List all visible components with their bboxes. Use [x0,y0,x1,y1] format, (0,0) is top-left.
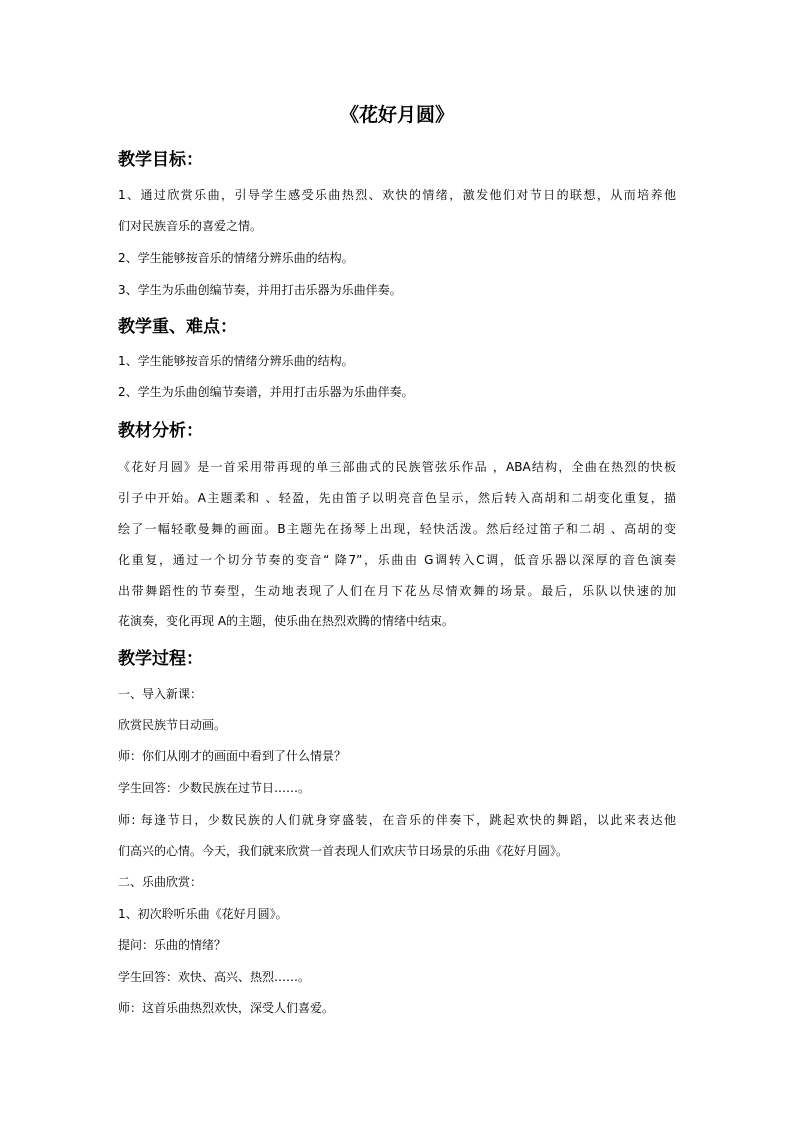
process-line-1: 一、导入新课： [118,687,203,701]
analysis-line-3: 绘了一幅轻歌曼舞的画面。B主题先在扬琴上出现，轻快活泼。然后经过笛子和二胡 、高胡的变 [118,522,676,536]
document-title: 《花好月圆》 [339,104,454,126]
analysis-line-2: 引子中开始。A主题柔和 、轻盈，先由笛子以明亮音色呈示，然后转入高胡和二胡变化重复，描 [118,491,676,505]
heading-teaching-goals: 教学目标： [118,150,203,170]
goals-line-4: 3、学生为乐曲创编节奏，并用打击乐器为乐曲伴奏。 [118,283,402,297]
analysis-line-1: 《花好月圆》是一首采用带再现的单三部曲式的民族管弦乐作品 ，ABA结构，全曲在热烈的快板 [118,460,676,474]
process-line-6: 们高兴的心情。今天，我们就来欣赏一首表现人们欢庆节日场景的乐曲《花好月圆》。 [118,844,569,858]
process-line-5: 师: 每逢节日，少数民族的人们就身穿盛装，在音乐的伴奏下，跳起欢快的舞蹈，以此来表达他 [118,813,676,827]
goals-line-2: 们对民族音乐的喜爱之情。 [118,219,263,233]
heading-teaching-process: 教学过程： [118,649,203,669]
analysis-line-5: 出带舞蹈性的节奏型，生动地表现了人们在月下花丛尽情欢舞的场景。最后，乐队以快速的加 [118,584,676,598]
heading-material-analysis: 教材分析： [118,421,203,441]
key-points-line-1: 1、学生能够按音乐的情绪分辨乐曲的结构。 [118,354,354,368]
key-points-line-2: 2、学生为乐曲创编节奏谱，并用打击乐器为乐曲伴奏。 [118,385,414,399]
process-line-2: 欣赏民族节日动画。 [118,718,227,732]
process-line-8: 1、初次聆听乐曲《花好月圆》。 [118,907,288,921]
process-line-9: 提问：乐曲的情绪？ [118,938,227,952]
heading-key-points: 教学重、难点： [118,317,237,337]
goals-line-3: 2、学生能够按音乐的情绪分辨乐曲的结构。 [118,251,354,265]
process-line-11: 师：这首乐曲热烈欢快，深受人们喜爱。 [118,1001,335,1015]
process-line-7: 二、乐曲欣赏： [118,875,203,889]
process-line-3: 师：你们从刚才的画面中看到了什么情景？ [118,749,347,763]
process-line-4: 学生回答：少数民族在过节日……。 [118,781,311,795]
analysis-line-4: 化重复，通过一个切分节奏的变音“ 降7”，乐曲由 G调转入C调，低音乐器以深厚的音色演奏 [118,553,676,567]
goals-line-1: 1、通过欣赏乐曲，引导学生感受乐曲热烈、欢快的情绪，激发他们对节日的联想，从而培养他 [118,188,676,202]
process-line-10: 学生回答：欢快、高兴、热烈……。 [118,970,311,984]
analysis-line-6: 花演奏，变化再现 A的主题，使乐曲在热烈欢腾的情绪中结束。 [118,614,455,628]
